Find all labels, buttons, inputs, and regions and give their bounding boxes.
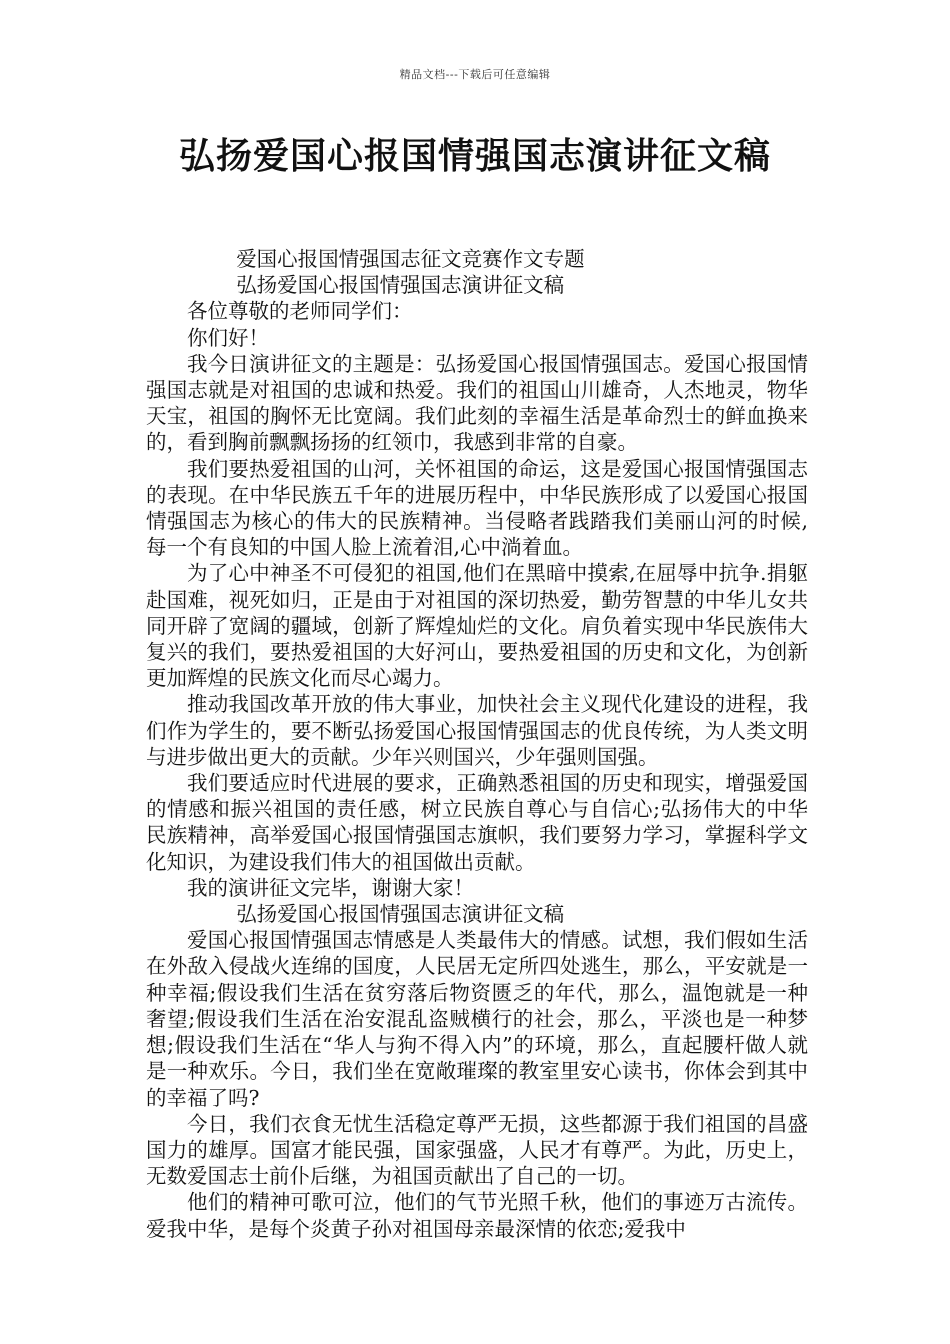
body-paragraph: 我的演讲征文完毕，谢谢大家！ xyxy=(187,875,474,900)
document-title: 弘扬爱国心报国情强国志演讲征文稿 xyxy=(178,136,771,177)
subtitle-line: 弘扬爱国心报国情强国志演讲征文稿 xyxy=(236,273,565,298)
body-paragraph: 今日，我们衣食无忧生活稳定尊严无损，这些都源于我们祖国的昌盛国力的雄厚。国富才能民强，国家强盛，人民才有尊严。为此，历史上，无数爱国志士前仆后继，为祖国贡献出了自己的一切。 xyxy=(146,1111,808,1189)
header-note: 精品文档---下载后可任意编辑 xyxy=(399,68,551,81)
body-paragraph: 为了心中神圣不可侵犯的祖国,他们在黑暗中摸索,在屈辱中抗争.捐躯赴国难，视死如归，正是由于对祖国的深切热爱，勤劳智慧的中华儿女共同开辟了宽阔的疆域，创新了辉煌灿烂的文化。肩负着实现中华民族伟大复兴的我们，要热爱祖国的大好河山，要热爱祖国的历史和文化，为创新更加辉煌的民族文化而尽心竭力。 xyxy=(146,561,808,691)
body-paragraph: 他们的精神可歌可泣，他们的气节光照千秋，他们的事迹万古流传。爱我中华，是每个炎黄子孙对祖国母亲最深情的依恋;爱我中 xyxy=(146,1190,808,1241)
subtitle-line: 爱国心报国情强国志征文竞赛作文专题 xyxy=(236,247,585,271)
document-body xyxy=(146,246,808,1242)
body-paragraph: 我们要适应时代进展的要求，正确熟悉祖国的历史和现实，增强爱国的情感和振兴祖国的责任感，树立民族自尊心与自信心;弘扬伟大的中华民族精神，高举爱国心报国情强国志旗帜，我们要努力学习，掌握科学文化知识，为建设我们伟大的祖国做出贡献。 xyxy=(146,771,808,874)
body-paragraph: 爱国心报国情强国志情感是人类最伟大的情感。试想，我们假如生活在外敌入侵战火连绵的国度，人民居无定所四处逃生，那么，平安就是一种幸福;假设我们生活在贫穷落后物资匮乏的年代，那么，温饱就是一种奢望;假设我们生活在治安混乱盗贼横行的社会，那么，平淡也是一种梦想;假设我们生活在“华人与狗不得入内”的环境，那么，直起腰杆做人就是一种欢乐。今日，我们坐在宽敞璀璨的教室里安心读书，你体会到其中的幸福了吗? xyxy=(146,928,808,1110)
body-paragraph: 各位尊敬的老师同学们： xyxy=(187,299,413,324)
body-paragraph: 你们好！ xyxy=(187,325,269,350)
body-paragraph: 我今日演讲征文的主题是：弘扬爱国心报国情强国志。爱国心报国情强国志就是对祖国的忠诚和热爱。我们的祖国山川雄奇，人杰地灵，物华天宝，祖国的胸怀无比宽阔。我们此刻的幸福生活是革命烈士的鲜血换来的，看到胸前飘飘扬扬的红领巾，我感到非常的自豪。 xyxy=(146,351,808,455)
subtitle-line: 弘扬爱国心报国情强国志演讲征文稿 xyxy=(236,902,565,927)
body-paragraph: 推动我国改革开放的伟大事业，加快社会主义现代化建设的进程，我们作为学生的，要不断弘扬爱国心报国情强国志的优良传统，为人类文明与进步做出更大的贡献。少年兴则国兴，少年强则国强。 xyxy=(146,692,808,769)
body-paragraph: 我们要热爱祖国的山河，关怀祖国的命运，这是爱国心报国情强国志的表现。在中华民族五千年的进展历程中，中华民族形成了以爱国心报国情强国志为核心的伟大的民族精神。当侵略者践踏我们美丽山河的时候,每一个有良知的中国人脸上流着泪,心中淌着血。 xyxy=(146,456,808,560)
